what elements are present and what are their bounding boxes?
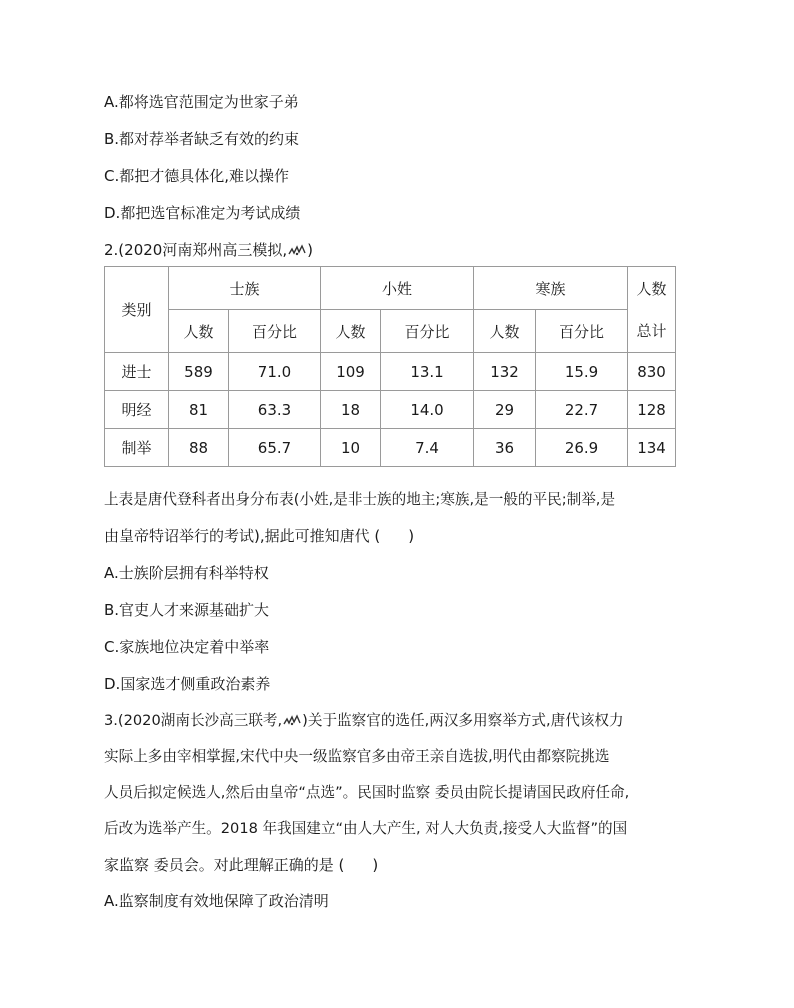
group-header-hanzu: 寒族 xyxy=(474,267,628,310)
q1-option-d: D.都把选官标准定为考试成绩 xyxy=(104,204,301,222)
table-row xyxy=(105,429,676,467)
q3-line1 xyxy=(104,711,624,731)
table-header-row xyxy=(105,267,676,310)
q2-table xyxy=(104,266,676,467)
table-cell: 15.9 xyxy=(536,353,628,391)
q2-option-d: D.国家选才侧重政治素养 xyxy=(104,675,271,693)
row-label: 制举 xyxy=(105,429,169,467)
table-cell: 81 xyxy=(169,391,229,429)
sub-header: 人数 xyxy=(474,310,536,353)
row-label: 明经 xyxy=(105,391,169,429)
table-cell: 65.7 xyxy=(229,429,321,467)
table-cell: 71.0 xyxy=(229,353,321,391)
q2-stem-end: ) xyxy=(408,527,415,545)
q3-line3: 人员后拟定候选人,然后由皇帝“点选”。民国时监察 委员由院长提请国民政府任命, xyxy=(104,784,630,801)
table-cell: 63.3 xyxy=(229,391,321,429)
table-cell: 10 xyxy=(321,429,381,467)
q2-header xyxy=(104,240,313,260)
group-header-shizu: 士族 xyxy=(169,267,321,310)
q2-header-end: ) xyxy=(307,241,313,259)
table-cell: 7.4 xyxy=(381,429,474,467)
sub-header: 百分比 xyxy=(381,310,474,353)
total-header-bottom: 总计 xyxy=(628,310,676,353)
q1-option-b: B.都对荐举者缺乏有效的约束 xyxy=(104,130,300,148)
category-header: 类别 xyxy=(105,267,169,353)
sub-header: 人数 xyxy=(321,310,381,353)
table-cell: 128 xyxy=(628,391,676,429)
q3-line5-end: ) xyxy=(372,856,379,874)
q1-option-a: A.都将选官范围定为世家子弟 xyxy=(104,93,299,111)
q3-line5 xyxy=(104,855,378,875)
group-header-xiaoxing: 小姓 xyxy=(321,267,474,310)
table-cell: 830 xyxy=(628,353,676,391)
q3-line4: 后改为选举产生。2018 年我国建立“由人大产生, 对人大负责,接受人大监督”的国 xyxy=(104,820,628,837)
q2-header-text: 2.(2020河南郑州高三模拟, xyxy=(104,241,288,259)
q3-line5-text: 家监察 委员会。对此理解正确的是 ( xyxy=(104,856,345,874)
q3-header-text: 3.(2020湖南长沙高三联考, xyxy=(104,712,283,729)
q2-stem-line1: 上表是唐代登科者出身分布表(小姓,是非士族的地主;寒族,是一般的平民;制举,是 xyxy=(104,491,616,508)
difficulty-icon xyxy=(283,714,301,726)
q3-option-a: A.监察制度有效地保障了政治清明 xyxy=(104,892,329,910)
table-subheader-row xyxy=(105,310,676,353)
sub-header: 百分比 xyxy=(536,310,628,353)
table-cell: 88 xyxy=(169,429,229,467)
table-cell: 109 xyxy=(321,353,381,391)
table-cell: 13.1 xyxy=(381,353,474,391)
q3-line2: 实际上多由宰相掌握,宋代中央一级监察官多由帝王亲自选拔,明代由都察院挑选 xyxy=(104,748,610,765)
q3-line1-rest: )关于监察官的选任,两汉多用察举方式,唐代该权力 xyxy=(302,712,624,729)
table-row xyxy=(105,391,676,429)
table-cell: 134 xyxy=(628,429,676,467)
q2-option-b: B.官吏人才来源基础扩大 xyxy=(104,601,270,619)
table-cell: 29 xyxy=(474,391,536,429)
q2-option-a: A.士族阶层拥有科举特权 xyxy=(104,564,269,582)
q2-stem-text: 由皇帝特诏举行的考试),据此可推知唐代 ( xyxy=(104,527,381,545)
table-cell: 589 xyxy=(169,353,229,391)
table-cell: 132 xyxy=(474,353,536,391)
table-cell: 26.9 xyxy=(536,429,628,467)
table-cell: 14.0 xyxy=(381,391,474,429)
table-row xyxy=(105,353,676,391)
total-header-top: 人数 xyxy=(628,267,676,310)
q2-stem-line2 xyxy=(104,526,414,546)
row-label: 进士 xyxy=(105,353,169,391)
sub-header: 人数 xyxy=(169,310,229,353)
sub-header: 百分比 xyxy=(229,310,321,353)
q1-option-c: C.都把才德具体化,难以操作 xyxy=(104,167,290,185)
difficulty-icon xyxy=(288,244,306,256)
q2-option-c: C.家族地位决定着中举率 xyxy=(104,638,270,656)
table-cell: 22.7 xyxy=(536,391,628,429)
table-cell: 36 xyxy=(474,429,536,467)
table-cell: 18 xyxy=(321,391,381,429)
